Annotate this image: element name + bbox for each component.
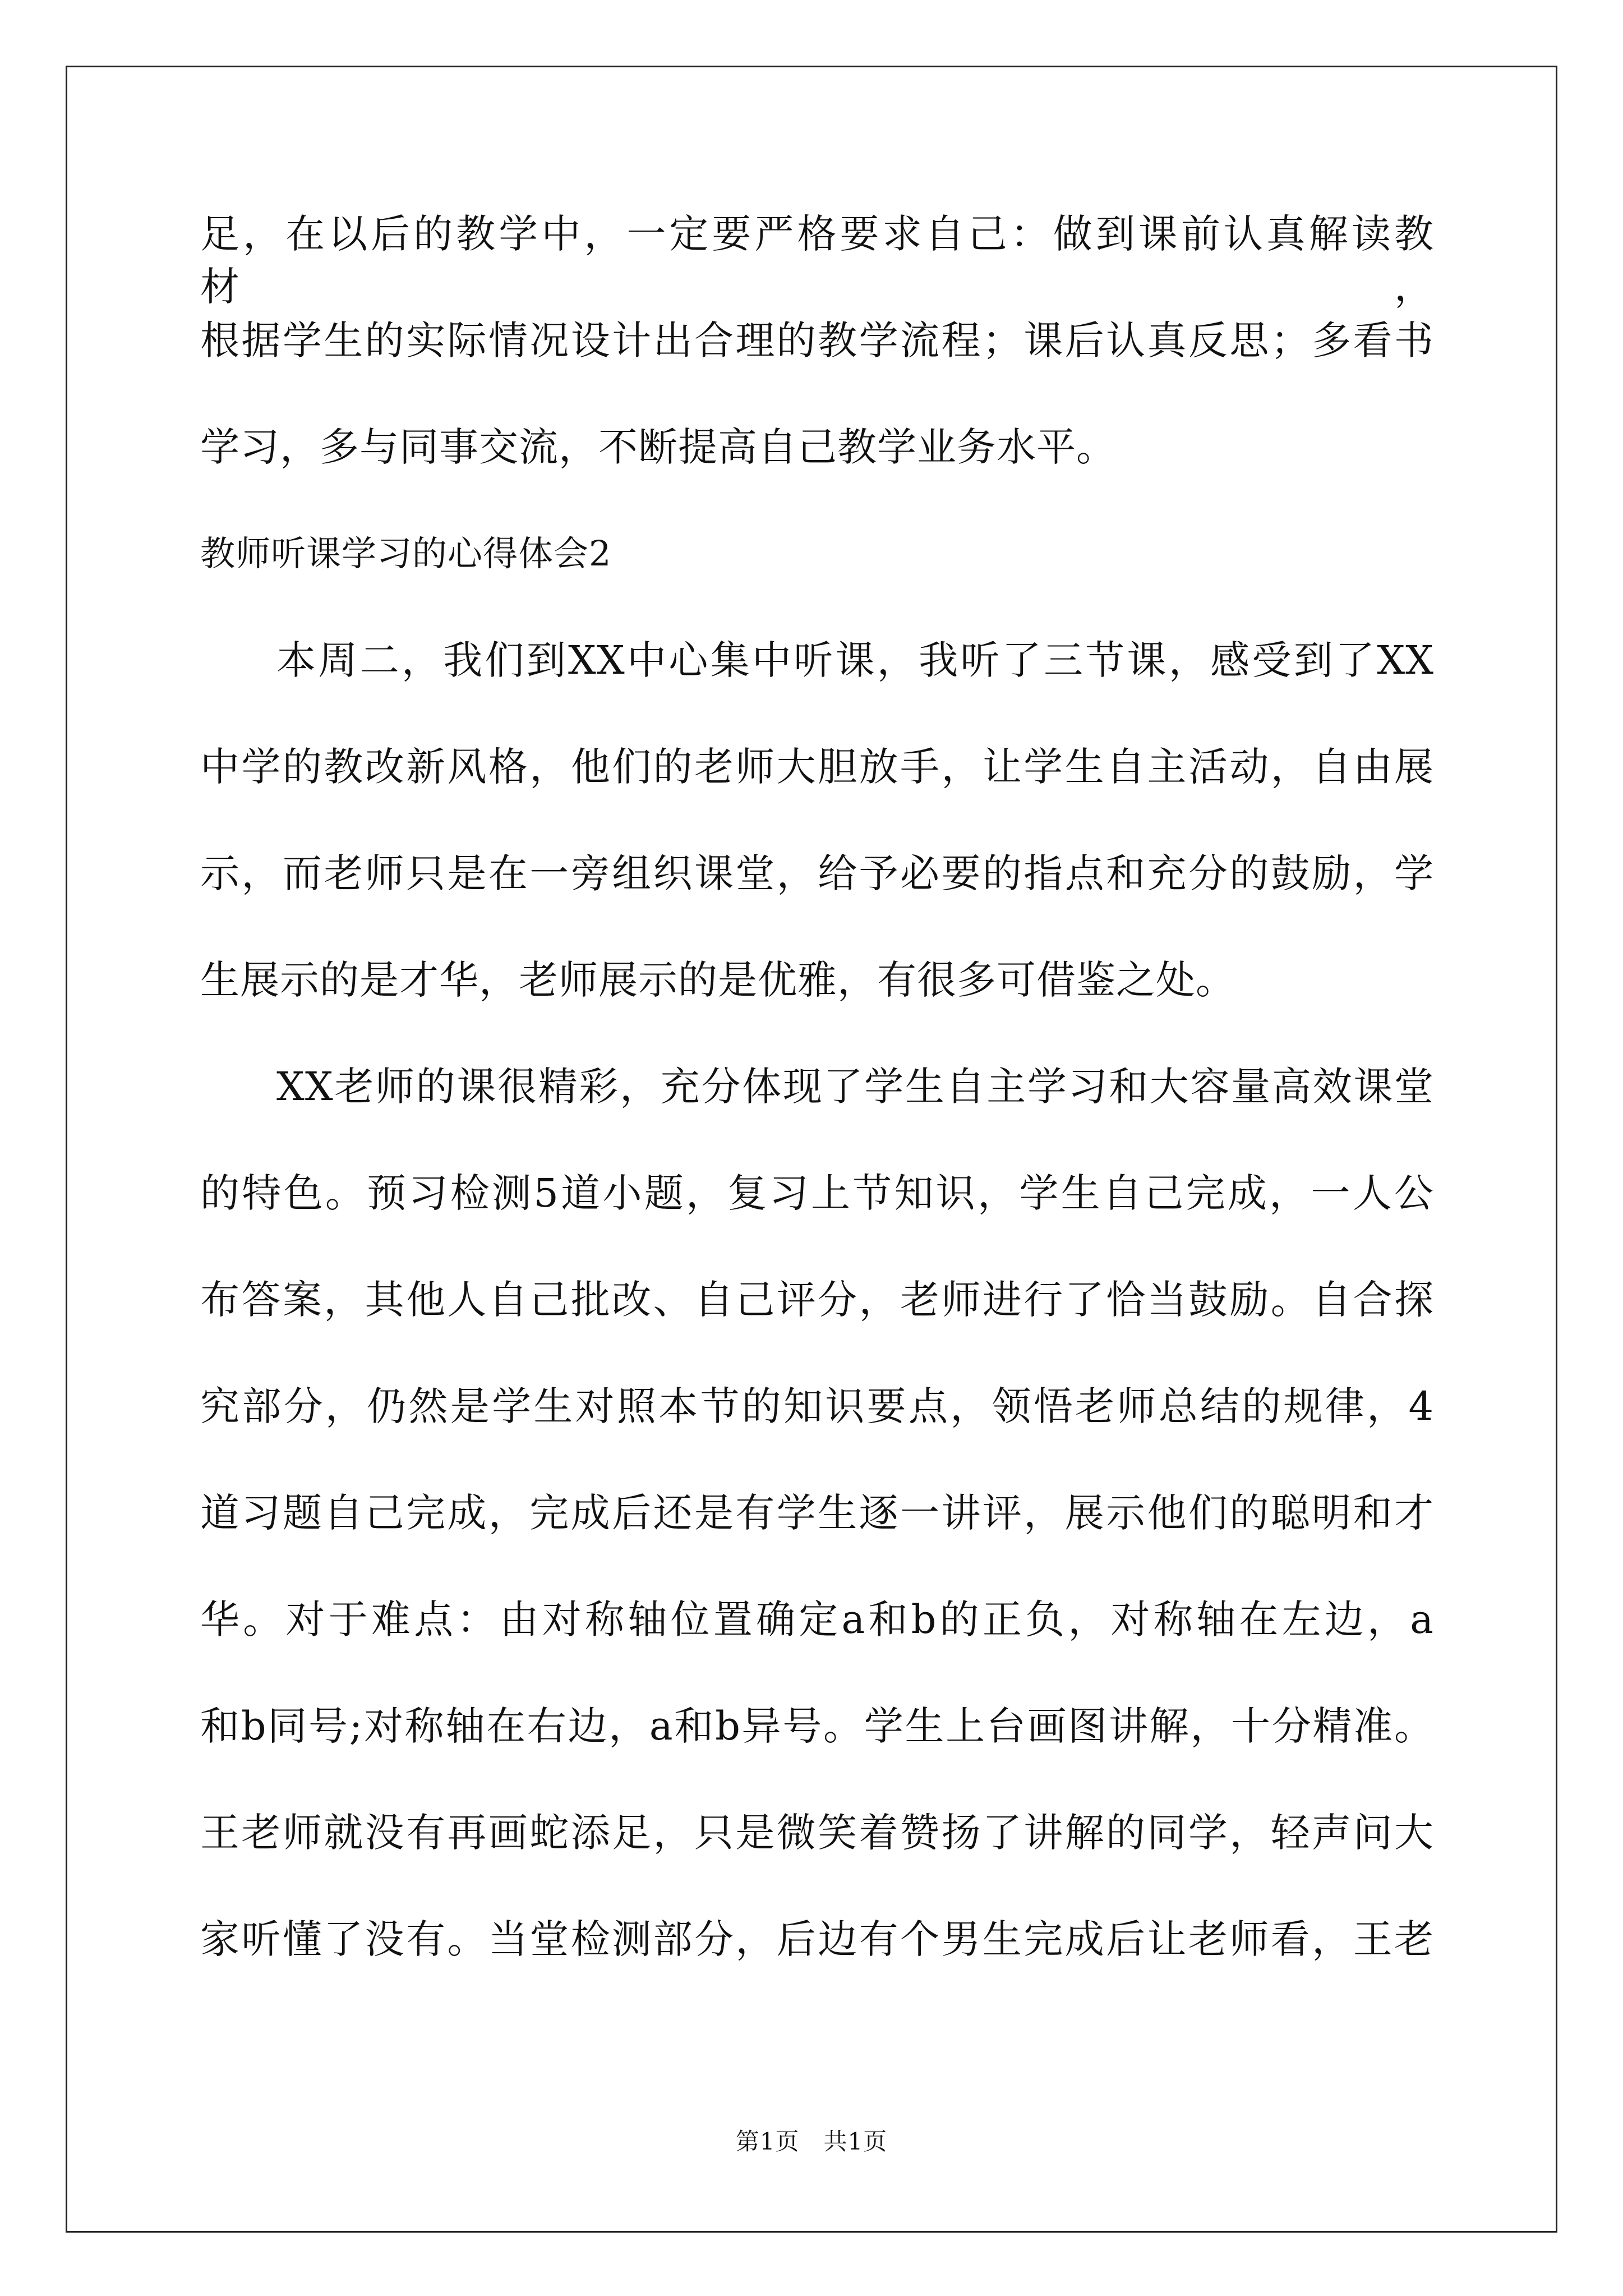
text-line: 道习题自己完成，完成后还是有学生逐一讲评，展示他们的聪明和才: [200, 1490, 1434, 1536]
text-line: 学习，多与同事交流，不断提高自己教学业务水平。: [200, 424, 1116, 470]
text-line: 本周二，我们到XX中心集中听课，我听了三节课，感受到了XX: [276, 637, 1434, 683]
text-line: 华。对于难点：由对称轴位置确定a和b的正负，对称轴在左边，a: [200, 1596, 1434, 1642]
text-line: 示，而老师只是在一旁组织课堂，给予必要的指点和充分的鼓励，学: [200, 850, 1434, 896]
paragraph-3: [200, 1060, 1434, 1966]
text-line: 究部分，仍然是学生对照本节的知识要点，领悟老师总结的规律，4: [200, 1383, 1434, 1429]
text-line: 王老师就没有再画蛇添足，只是微笑着赞扬了讲解的同学，轻声问大: [200, 1810, 1434, 1856]
section-heading: 教师听课学习的心得体会2: [200, 533, 612, 574]
document-body: [200, 208, 1434, 2019]
text-line: 和b同号;对称轴在右边，a和b异号。学生上台画图讲解，十分精准。: [200, 1703, 1434, 1749]
paragraph-2: [200, 634, 1434, 1006]
text-line: XX老师的课很精彩，充分体现了学生自主学习和大容量高效课堂: [276, 1064, 1434, 1110]
text-line: 家听懂了没有。当堂检测部分，后边有个男生完成后让老师看，王老: [200, 1916, 1434, 1962]
page-footer: 第1页 共1页: [735, 2128, 888, 2155]
paragraph-1: [200, 208, 1434, 473]
text-line: 的特色。预习检测5道小题，复习上节知识，学生自己完成，一人公: [200, 1170, 1434, 1216]
text-line: 根据学生的实际情况设计出合理的教学流程；课后认真反思；多看书: [200, 318, 1434, 364]
text-line: 中学的教改新风格，他们的老师大胆放手，让学生自主活动，自由展: [200, 744, 1434, 790]
text-line: 生展示的是才华，老师展示的是优雅，有很多可借鉴之处。: [200, 957, 1235, 1003]
text-line: 布答案，其他人自己批改、自己评分，老师进行了恰当鼓励。自合探: [200, 1277, 1434, 1323]
text-line: 足，在以后的教学中，一定要严格要求自己：做到课前认真解读教材，: [200, 211, 1434, 310]
